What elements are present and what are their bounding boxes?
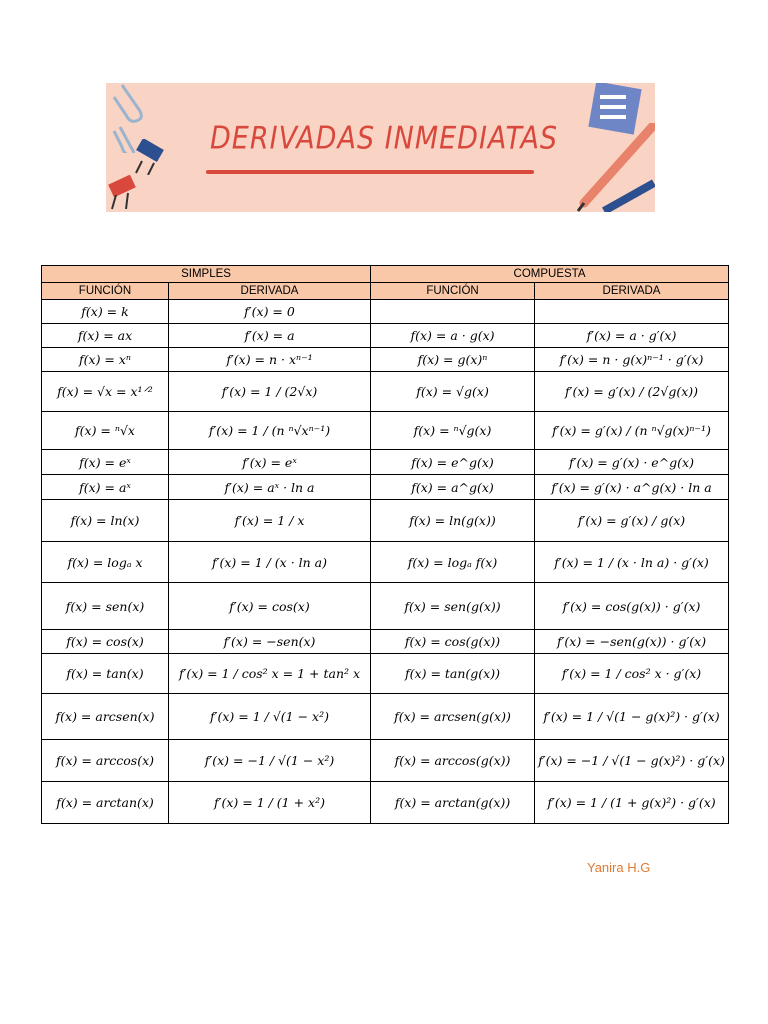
col-header-derivada: DERIVADA (535, 283, 729, 300)
function-cell: f(x) = ⁿ√g(x) (371, 412, 535, 450)
table-row (42, 654, 729, 694)
table-body (42, 300, 729, 824)
function-cell: f(x) = cos(g(x)) (371, 630, 535, 654)
function-cell: f(x) = eˣ (42, 450, 169, 475)
derivative-cell: f′(x) = −1 / √(1 − x²) (169, 740, 371, 782)
derivative-cell: f′(x) = g′(x) · e^g(x) (535, 450, 729, 475)
title-underline (206, 170, 534, 174)
derivative-cell: f′(x) = −1 / √(1 − g(x)²) · g′(x) (535, 740, 729, 782)
function-cell: f(x) = logₐ x (42, 542, 169, 583)
table-row (42, 500, 729, 542)
derivative-cell: f′(x) = 0 (169, 300, 371, 324)
table-row (42, 372, 729, 412)
author-signature: Yanira H.G (587, 860, 651, 875)
pencil-icon (574, 123, 655, 212)
function-cell: f(x) = k (42, 300, 169, 324)
function-cell: f(x) = arccos(g(x)) (371, 740, 535, 782)
function-cell: f(x) = tan(g(x)) (371, 654, 535, 694)
derivative-cell: f′(x) = 1 / cos² x = 1 + tan² x (169, 654, 371, 694)
group-header-row (42, 266, 729, 283)
derivative-cell: f′(x) = eˣ (169, 450, 371, 475)
function-cell: f(x) = arcsen(g(x)) (371, 694, 535, 740)
derivative-cell: f′(x) = 1 / (x · ln a) (169, 542, 371, 583)
function-cell: f(x) = aˣ (42, 475, 169, 500)
table-row (42, 542, 729, 583)
function-cell (371, 300, 535, 324)
col-header-funcion: FUNCIÓN (371, 283, 535, 300)
function-cell: f(x) = logₐ f(x) (371, 542, 535, 583)
title-banner (106, 83, 655, 212)
derivative-cell: f′(x) = 1 / (2√x) (169, 372, 371, 412)
derivative-cell: f′(x) = g′(x) / g(x) (535, 500, 729, 542)
group-header-simples: SIMPLES (42, 266, 371, 283)
group-header-compuesta: COMPUESTA (371, 266, 729, 283)
function-cell: f(x) = arccos(x) (42, 740, 169, 782)
function-cell: f(x) = arctan(g(x)) (371, 782, 535, 824)
function-cell: f(x) = ax (42, 324, 169, 348)
function-cell: f(x) = sen(x) (42, 583, 169, 630)
binder-clip-icon (132, 139, 168, 175)
function-cell: f(x) = √x = x¹ᐟ² (42, 372, 169, 412)
derivative-cell: f′(x) = 1 / x (169, 500, 371, 542)
derivative-cell: f′(x) = n · g(x)ⁿ⁻¹ · g′(x) (535, 348, 729, 372)
function-cell: f(x) = xⁿ (42, 348, 169, 372)
function-cell: f(x) = arctan(x) (42, 782, 169, 824)
function-cell: f(x) = a^g(x) (371, 475, 535, 500)
function-cell: f(x) = cos(x) (42, 630, 169, 654)
function-cell: f(x) = arcsen(x) (42, 694, 169, 740)
table-row (42, 412, 729, 450)
binder-clip-icon (106, 175, 142, 212)
derivative-cell: f′(x) = 1 / (x · ln a) · g′(x) (535, 542, 729, 583)
col-header-derivada: DERIVADA (169, 283, 371, 300)
derivative-cell: f′(x) = g′(x) / (2√g(x)) (535, 372, 729, 412)
derivative-cell: f′(x) = cos(g(x)) · g′(x) (535, 583, 729, 630)
derivative-cell: f′(x) = 1 / √(1 − g(x)²) · g′(x) (535, 694, 729, 740)
derivative-cell: f′(x) = 1 / cos² x · g′(x) (535, 654, 729, 694)
derivative-cell: f′(x) = n · xⁿ⁻¹ (169, 348, 371, 372)
derivative-cell: f′(x) = cos(x) (169, 583, 371, 630)
derivatives-table (41, 265, 729, 824)
derivative-cell: f′(x) = 1 / √(1 − x²) (169, 694, 371, 740)
sub-header-row (42, 283, 729, 300)
function-cell: f(x) = √g(x) (371, 372, 535, 412)
derivative-cell (535, 300, 729, 324)
derivative-cell: f′(x) = 1 / (1 + x²) (169, 782, 371, 824)
table-row (42, 450, 729, 475)
table-row (42, 782, 729, 824)
function-cell: f(x) = ln(x) (42, 500, 169, 542)
function-cell: f(x) = ln(g(x)) (371, 500, 535, 542)
function-cell: f(x) = e^g(x) (371, 450, 535, 475)
table-row (42, 583, 729, 630)
function-cell: f(x) = ⁿ√x (42, 412, 169, 450)
derivative-cell: f′(x) = −sen(x) (169, 630, 371, 654)
table-row (42, 475, 729, 500)
function-cell: f(x) = g(x)ⁿ (371, 348, 535, 372)
table-row (42, 694, 729, 740)
banner-title: DERIVADAS INMEDIATAS (210, 120, 559, 157)
derivative-cell: f′(x) = −sen(g(x)) · g′(x) (535, 630, 729, 654)
function-cell: f(x) = sen(g(x)) (371, 583, 535, 630)
table-row (42, 630, 729, 654)
derivative-cell: f′(x) = aˣ · ln a (169, 475, 371, 500)
derivative-cell: f′(x) = a · g′(x) (535, 324, 729, 348)
derivative-cell: f′(x) = 1 / (1 + g(x)²) · g′(x) (535, 782, 729, 824)
table-row (42, 324, 729, 348)
function-cell: f(x) = tan(x) (42, 654, 169, 694)
table-row (42, 740, 729, 782)
derivative-cell: f′(x) = 1 / (n ⁿ√xⁿ⁻¹) (169, 412, 371, 450)
col-header-funcion: FUNCIÓN (42, 283, 169, 300)
table-row (42, 348, 729, 372)
table-row (42, 300, 729, 324)
derivative-cell: f′(x) = g′(x) · a^g(x) · ln a (535, 475, 729, 500)
function-cell: f(x) = a · g(x) (371, 324, 535, 348)
derivative-cell: f′(x) = g′(x) / (n ⁿ√g(x)ⁿ⁻¹) (535, 412, 729, 450)
derivative-cell: f′(x) = a (169, 324, 371, 348)
